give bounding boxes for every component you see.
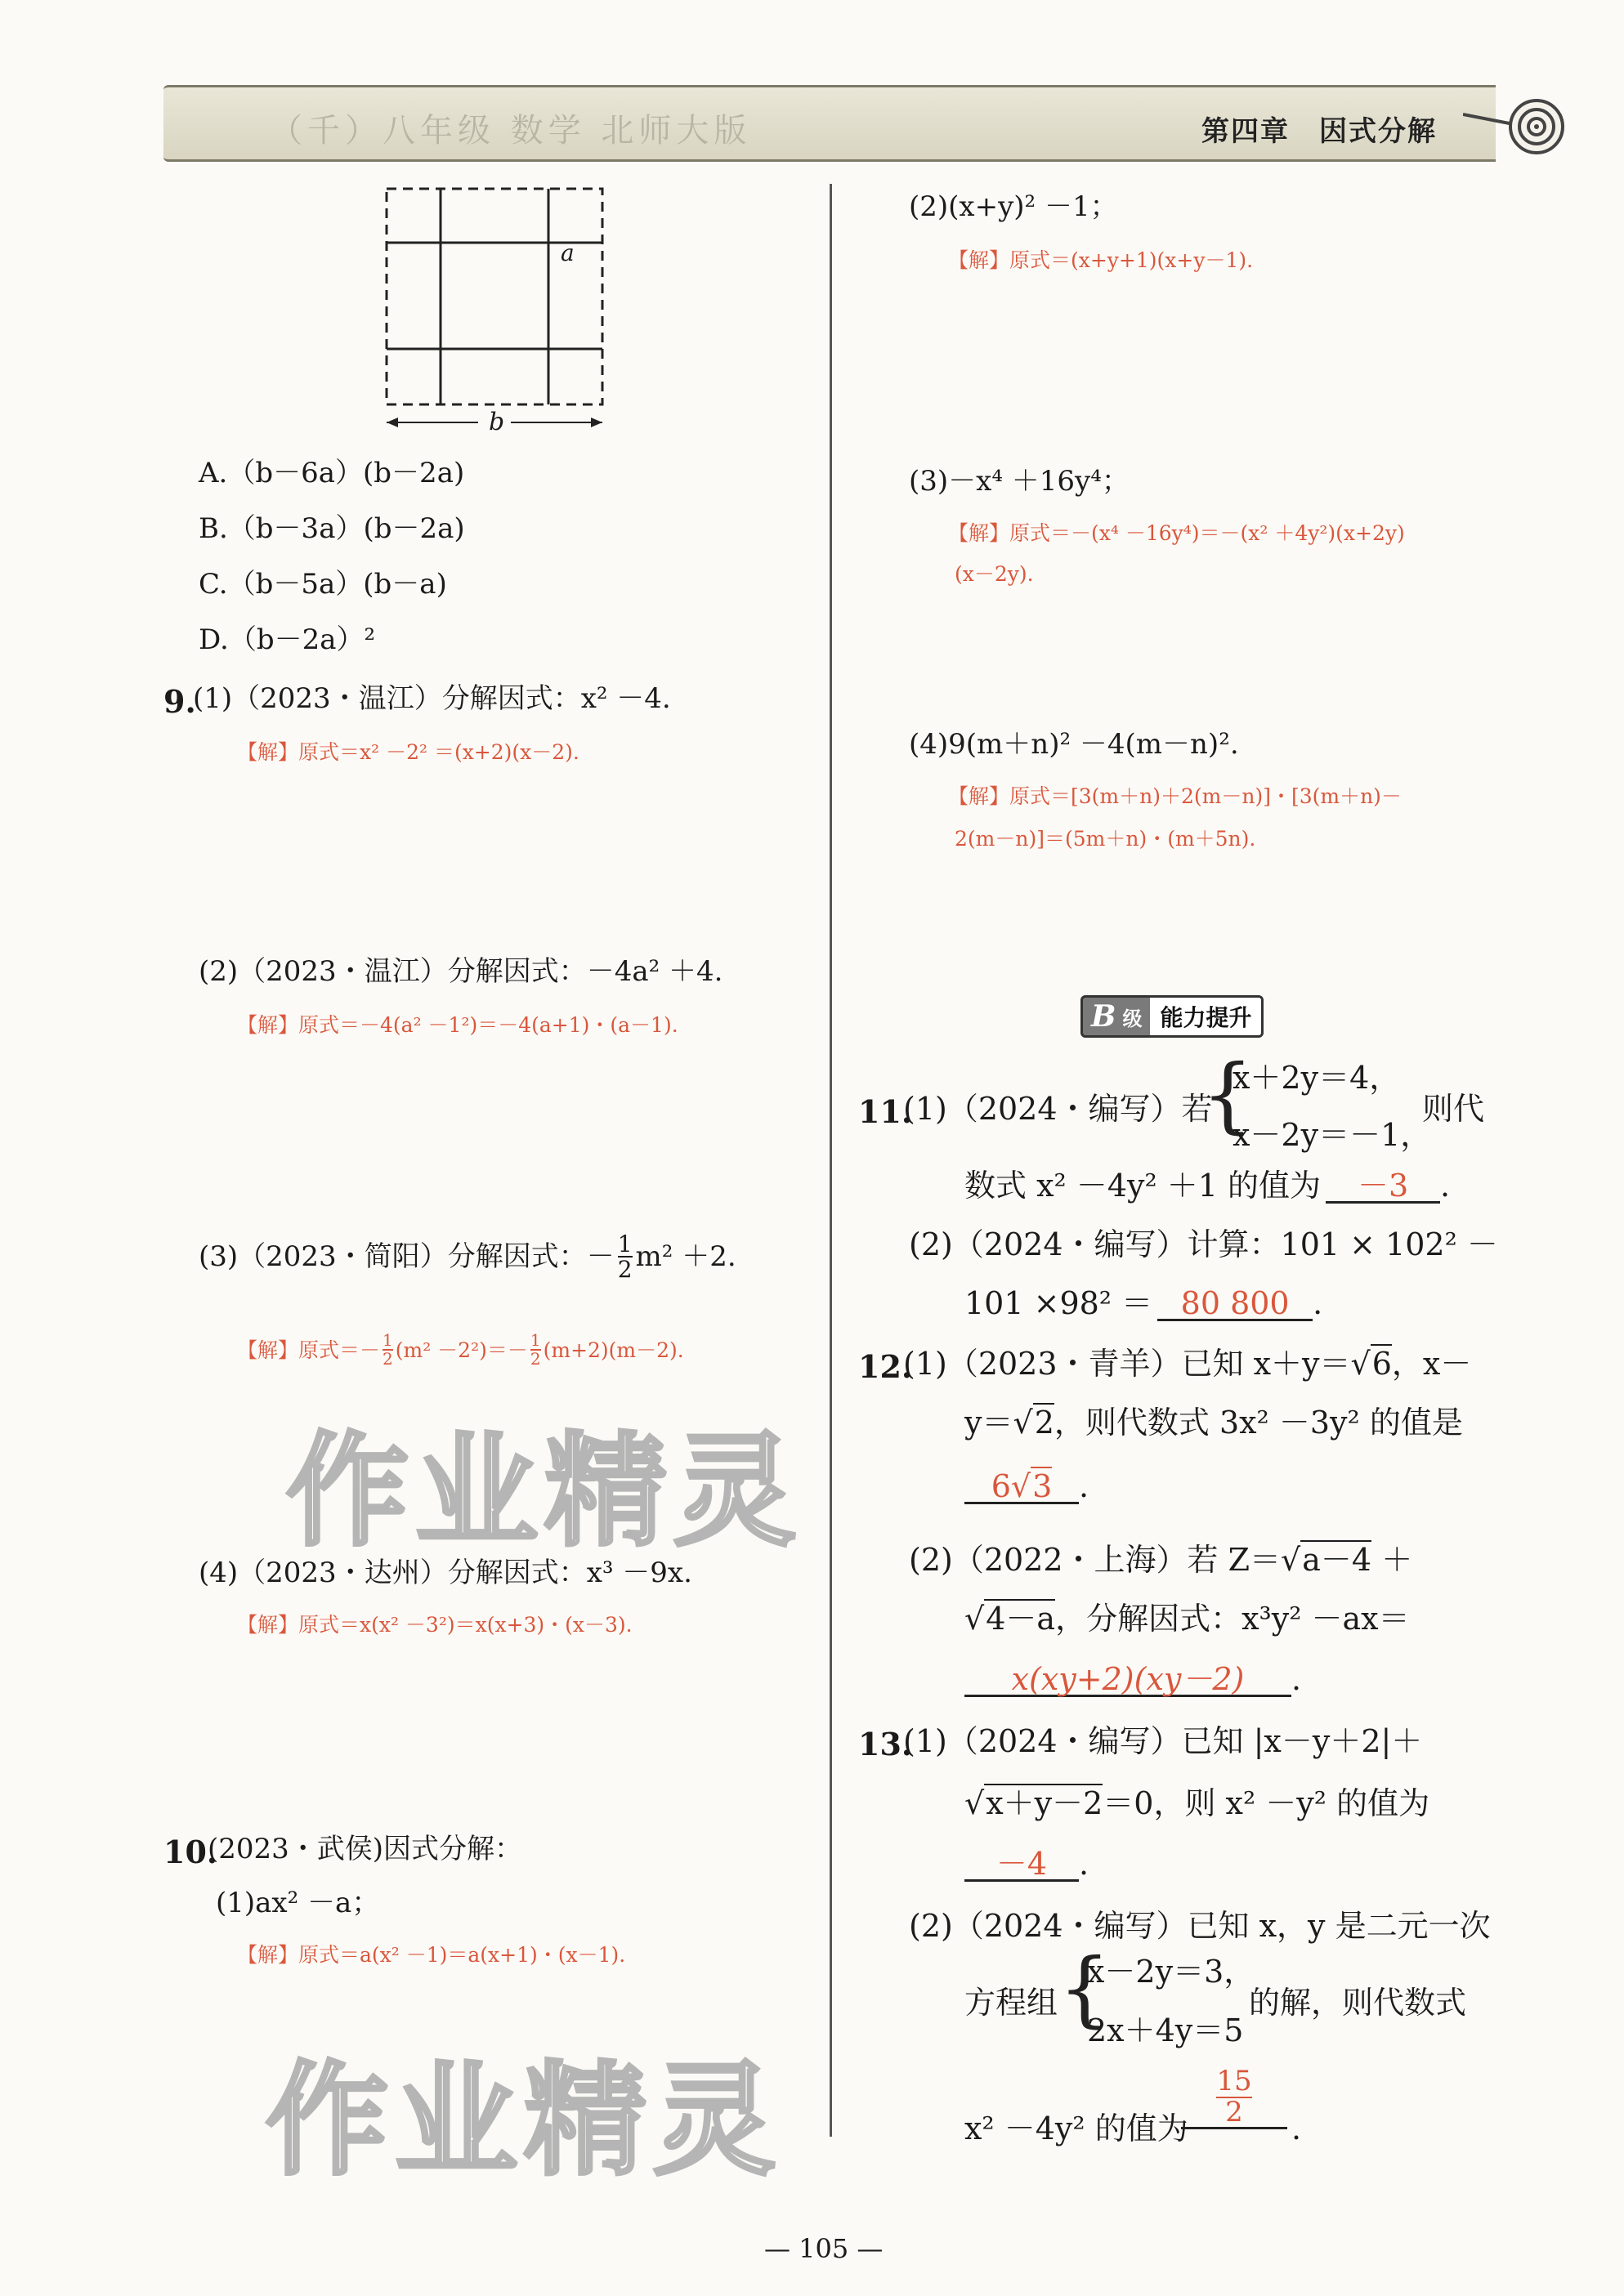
sqrt-6: 6 xyxy=(1371,1346,1392,1382)
square-cut-diagram xyxy=(372,184,617,437)
level-badge xyxy=(1080,995,1264,1038)
q13-answer2 xyxy=(1181,2067,1287,2129)
q10-solution1: 【解】原式＝a(x² －1)＝a(x+1)・(x－1). xyxy=(237,1943,626,1967)
badge-level: B xyxy=(1091,999,1116,1034)
figure-label-a: a xyxy=(561,239,575,266)
q13-part1-line2: √x＋y－2＝0，则 x² －y² 的值为 xyxy=(964,1785,1430,1821)
q12-part2-line1: (2)（2022・上海）若 Z＝√a－4 ＋ xyxy=(909,1542,1413,1578)
q13-part2-line1: (2)（2024・编写）已知 x，y 是二元一次 xyxy=(909,1908,1491,1944)
q11-part2-line1: (2)（2024・编写）计算：101 × 102² － xyxy=(909,1226,1498,1262)
header-ghost-text: （千）八年级 数学 北师大版 xyxy=(270,112,752,150)
q12-part2-line2: √4－a，分解因式：x³y² －ax＝ xyxy=(964,1601,1410,1637)
q9-solution1: 【解】原式＝x² －2² ＝(x+2)(x－2). xyxy=(237,740,579,764)
q11-brace: { xyxy=(1201,1047,1254,1142)
option-d: D.（b－2a）² xyxy=(199,623,376,656)
q13-brace: { xyxy=(1058,1941,1111,2036)
watermark-2: 作业精灵 xyxy=(266,2048,783,2192)
q11-system-eq2: x－2y＝－1， xyxy=(1233,1117,1432,1153)
half-fraction: $\frac{1}{2}$ xyxy=(617,1231,633,1284)
figure-label-b: b xyxy=(489,408,505,436)
q13-system-eq2: 2x＋4y＝5 xyxy=(1087,2012,1244,2048)
q13-answer2-fraction: $\frac{15}{2}$ xyxy=(1216,2065,1252,2128)
q9-number: 9. xyxy=(163,683,196,720)
q11-part2-line2: 101 ×98² ＝ 80 800 . xyxy=(964,1285,1323,1321)
q10-part2: (2)(x+y)² －1； xyxy=(909,190,1118,223)
q10-solution4-line1: 【解】原式＝[3(m＋n)＋2(m－n)]・[3(m＋n)－ xyxy=(948,784,1402,808)
sqrt-x-plus-y-minus-2: x＋y－2 xyxy=(986,1785,1103,1821)
q12-number: 12. xyxy=(858,1348,913,1385)
q9-part1: (1)（2023・温江）分解因式：x² －4. xyxy=(193,682,671,715)
q12-answer1: 6√3 xyxy=(964,1471,1079,1504)
chapter-title: 第四章 因式分解 xyxy=(1201,115,1437,148)
q11-answer1: －3 xyxy=(1326,1170,1440,1204)
q11-answer2: 80 800 xyxy=(1157,1288,1313,1321)
sqrt-2: 2 xyxy=(1034,1405,1054,1441)
page-number: — 105 — xyxy=(764,2233,884,2264)
q13-period: . xyxy=(1291,2111,1302,2146)
q12-answer2: x(xy+2)(xy－2) xyxy=(964,1664,1291,1697)
q13-system-eq1: x－2y＝3， xyxy=(1087,1954,1255,1990)
sqrt-a-minus-4: a－4 xyxy=(1302,1542,1372,1578)
q10-part1: (1)ax² －a； xyxy=(216,1887,380,1919)
q9-solution3: 【解】原式＝－ $\frac{1}{2}$ (m² －2²)＝－ $\frac{1}{2}$ (m+2)(m－2). xyxy=(237,1330,684,1369)
q12-answer2-line: x(xy+2)(xy－2) . xyxy=(964,1664,1301,1697)
q9-part3-text-end: m² ＋2. xyxy=(635,1240,736,1274)
column-divider xyxy=(830,184,832,2137)
sqrt-4-minus-a: 4－a xyxy=(986,1601,1056,1637)
q10-title: (2023・武侯)因式分解： xyxy=(208,1833,523,1865)
q13-number: 13. xyxy=(858,1726,913,1762)
option-a: A.（b－6a）(b－2a) xyxy=(199,457,465,489)
q10-solution3-line2: (x－2y). xyxy=(955,562,1034,586)
q10-part3: (3)－x⁴ ＋16y⁴； xyxy=(909,465,1130,498)
q13-answer1: －4 xyxy=(964,1848,1079,1882)
q10-solution2: 【解】原式＝(x+y+1)(x+y－1). xyxy=(948,248,1254,272)
solution-half-fraction: $\frac{1}{2}$ xyxy=(383,1330,393,1369)
q11-part1-line2: 数式 x² －4y² ＋1 的值为 －3 . xyxy=(964,1168,1451,1204)
badge-ji: 级 xyxy=(1122,1006,1143,1030)
q11-number: 11. xyxy=(858,1093,913,1130)
q11-part1-end: 则代 xyxy=(1422,1091,1485,1127)
q9-part4: (4)（2023・达州）分解因式：x³ －9x. xyxy=(199,1557,692,1589)
q9-solution2: 【解】原式＝－4(a² －1²)＝－4(a+1)・(a－1). xyxy=(237,1013,678,1037)
q12-answer1-line: 6√3 . xyxy=(964,1471,1089,1504)
q9-part3 xyxy=(199,1232,736,1282)
q13-part2-line2: 方程组 xyxy=(964,1985,1058,2021)
q13-part1-line1: (1)（2024・编写）已知 |x－y＋2|＋ xyxy=(903,1723,1423,1759)
badge-text: 能力提升 xyxy=(1150,998,1261,1035)
q10-solution4-line2: 2(m－n)]＝(5m＋n)・(m＋5n). xyxy=(955,827,1256,851)
q11-part1: (1)（2024・编写）若 xyxy=(903,1091,1213,1127)
target-icon xyxy=(1463,90,1577,155)
option-c: C.（b－5a）(b－a) xyxy=(199,568,447,601)
q12-part1-line2: y＝√2，则代数式 3x² －3y² 的值是 xyxy=(964,1405,1463,1441)
q9-part2: (2)（2023・温江）分解因式：－4a² ＋4. xyxy=(199,955,723,988)
q10-number: 10. xyxy=(163,1834,218,1870)
solution-half-fraction-2: $\frac{1}{2}$ xyxy=(530,1330,541,1369)
q10-part4: (4)9(m＋n)² －4(m－n)². xyxy=(909,728,1239,761)
q12-part1-line1: (1)（2023・青羊）已知 x＋y＝√6，x－ xyxy=(903,1346,1472,1382)
q9-part3-text: (3)（2023・简阳）分解因式：－ xyxy=(199,1240,615,1274)
q11-system-eq1: x＋2y＝4， xyxy=(1233,1060,1401,1096)
watermark-1: 作业精灵 xyxy=(286,1419,803,1563)
q13-answer1-line: －4 . xyxy=(964,1848,1089,1882)
q13-part2-line2-end: 的解，则代数式 xyxy=(1249,1985,1467,2021)
option-b: B.（b－3a）(b－2a) xyxy=(199,512,465,545)
q9-solution4: 【解】原式＝x(x² －3²)＝x(x+3)・(x－3). xyxy=(237,1613,633,1637)
q10-solution3-line1: 【解】原式＝－(x⁴ －16y⁴)＝－(x² ＋4y²)(x+2y) xyxy=(948,521,1405,545)
q13-part2-line3: x² －4y² 的值为 xyxy=(964,2111,1188,2146)
